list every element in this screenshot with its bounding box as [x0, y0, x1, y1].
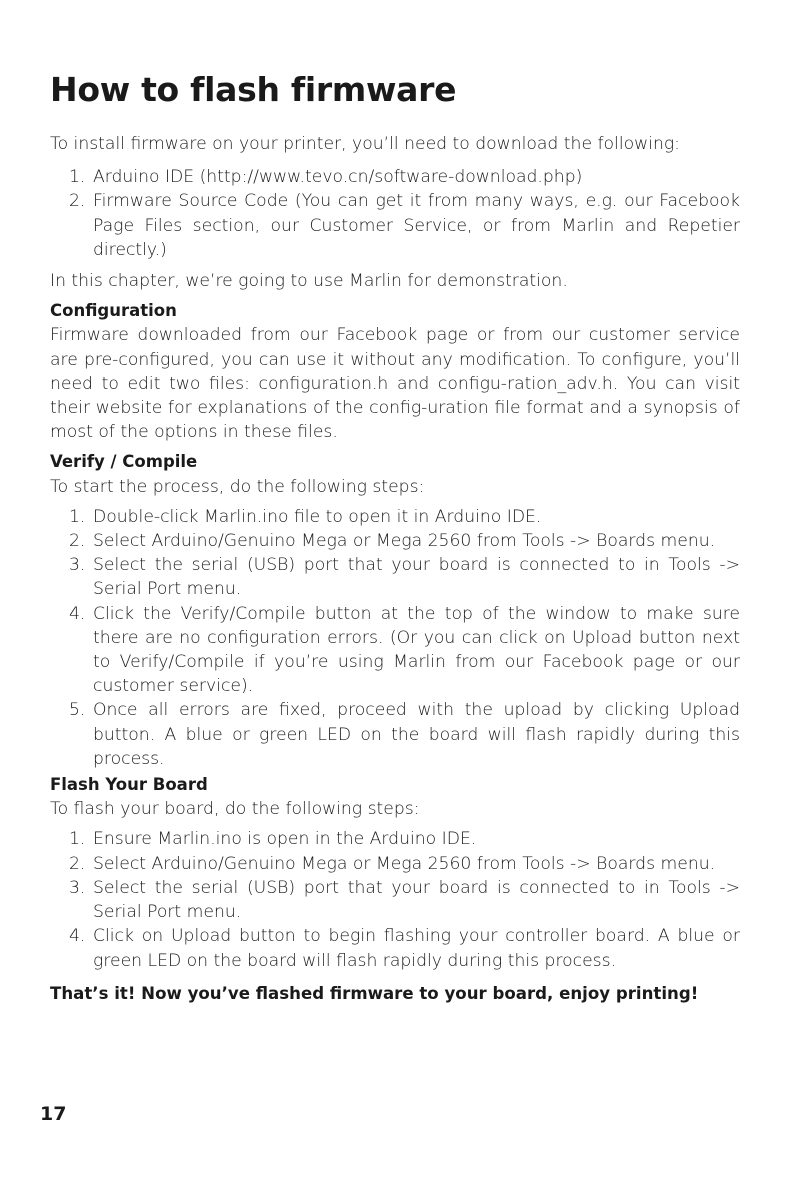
- verify-intro: To start the process, do the following steps:: [50, 476, 425, 497]
- page-title: How to flash firmware: [50, 70, 457, 109]
- list-item: [50, 165, 740, 189]
- list-number: 2.: [69, 191, 86, 212]
- list-item-text: Once all errors are fixed, proceed with the upload by clicking Upload button. A blue or green LED on the board will flash rapidly during this process.: [93, 700, 740, 769]
- list-item: [50, 924, 740, 972]
- list-number: 4.: [69, 926, 86, 947]
- list-item-text: Click on Upload button to begin flashing your controller board. A blue or green LED on the board will flash rapidly during this process.: [93, 926, 740, 971]
- content: [50, 132, 740, 1006]
- list-item: [50, 553, 740, 601]
- list-item-text: Select Arduino/Genuino Mega or Mega 2560 from Tools -> Boards menu.: [93, 531, 716, 552]
- flash-heading: Flash Your Board: [50, 775, 208, 795]
- list-item: [50, 602, 740, 699]
- list-number: 2.: [69, 853, 86, 874]
- list-number: 5.: [69, 700, 86, 721]
- closing-text: That’s it! Now you’ve flashed firmware to your board, enjoy printing!: [50, 983, 699, 1003]
- verify-steps-list: [50, 505, 740, 771]
- downloads-list: [50, 165, 740, 262]
- list-number: 1.: [69, 506, 86, 527]
- configuration-heading: Configuration: [50, 301, 177, 321]
- list-item: [50, 876, 740, 924]
- list-item: [50, 505, 740, 529]
- list-number: 1.: [69, 167, 86, 188]
- list-item-text: Select Arduino/Genuino Mega or Mega 2560 from Tools -> Boards menu.: [93, 853, 716, 874]
- list-item: [50, 529, 740, 553]
- flash-steps-list: [50, 827, 740, 972]
- list-item: [50, 852, 740, 876]
- list-item-text: Click the Verify/Compile button at the top of the window to make sure there are no configuration errors. (Or you can click on Upload button next to Verify/Compile if you’re using Marlin from our Facebook page or our customer service).: [93, 603, 740, 697]
- demo-note: In this chapter, we’re going to use Marlin for demonstration.: [50, 271, 568, 292]
- list-item-text: Select the serial (USB) port that your board is connected to in Tools -> Serial Port menu.: [93, 555, 740, 600]
- list-item-text: Ensure Marlin.ino is open in the Arduino IDE.: [93, 829, 477, 850]
- page-number: 17: [40, 1103, 67, 1125]
- list-item-text: Firmware Source Code (You can get it from many ways, e.g. our Facebook Page Files section, our Customer Service, or from Marlin and Repetier directly.): [93, 191, 740, 260]
- list-number: 1.: [69, 829, 86, 850]
- verify-heading: Verify / Compile: [50, 452, 198, 472]
- list-item-text: Arduino IDE (http://www.tevo.cn/software-download.php): [93, 167, 583, 188]
- list-number: 3.: [69, 555, 86, 576]
- list-item: [50, 827, 740, 851]
- list-item: [50, 189, 740, 262]
- list-number: 3.: [69, 877, 86, 898]
- configuration-body: Firmware downloaded from our Facebook page or from our customer service are pre-configured, you can use it without any modification. To configure, you’ll need to edit two files: configuration.h and configu-ration_adv.h. You can visit their website for explanations of the config-uration file format and a synopsis of most of the options in these files.: [50, 325, 740, 443]
- list-item: [50, 698, 740, 771]
- list-number: 4.: [69, 603, 86, 624]
- list-number: 2.: [69, 531, 86, 552]
- intro-text: To install firmware on your printer, you’ll need to download the following:: [50, 134, 680, 154]
- list-item-text: Double-click Marlin.ino file to open it in Arduino IDE.: [93, 506, 542, 527]
- list-item-text: Select the serial (USB) port that your board is connected to in Tools -> Serial Port menu.: [93, 877, 740, 923]
- flash-intro: To flash your board, do the following steps:: [50, 799, 420, 820]
